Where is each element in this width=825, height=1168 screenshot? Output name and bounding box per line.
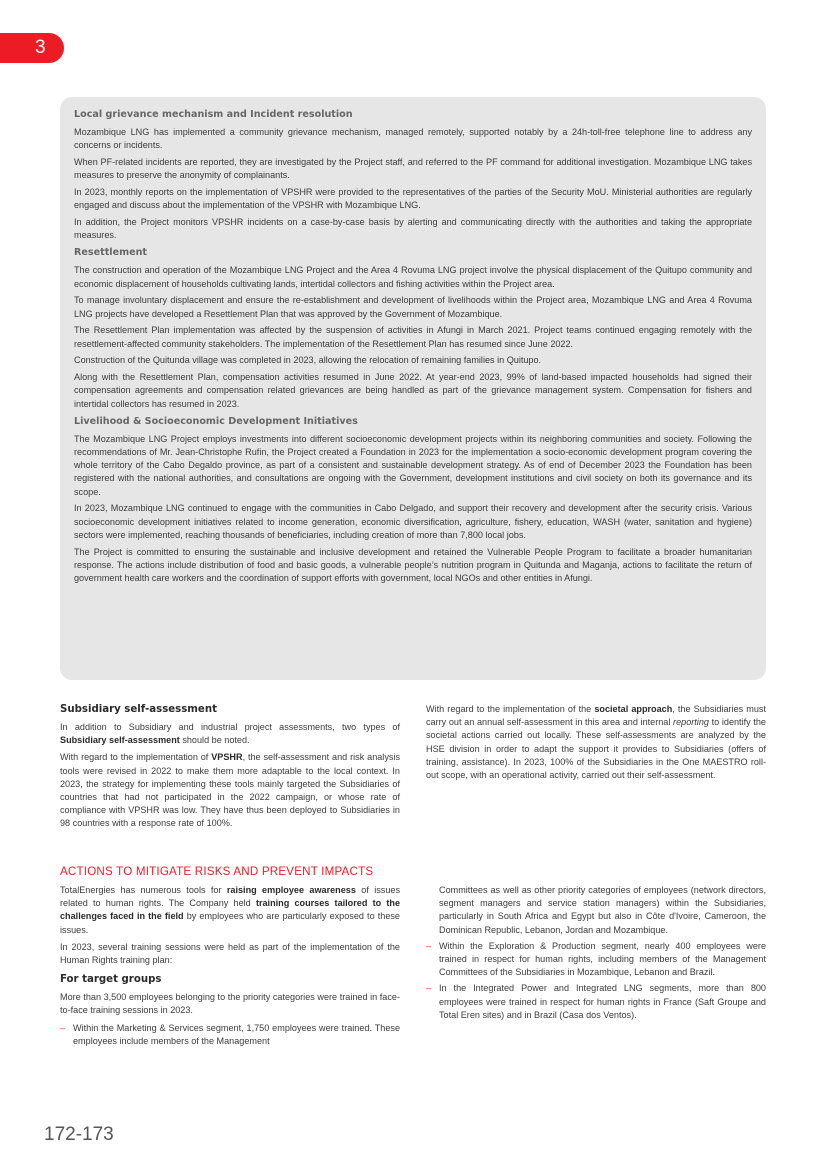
target-groups-paragraph: More than 3,500 employees belonging to the priority categories were trained in face-to-face training sessions in 2023.: [60, 992, 400, 1016]
grievance-paragraph: In addition, the Project monitors VPSHR incidents on a case-by-case basis by alerting and communicating directly with the authorities and taking the appropriate measures.: [74, 217, 752, 241]
chapter-tab: 3: [0, 33, 64, 63]
page-number: 172-173: [44, 1124, 114, 1145]
list-item: Committees as well as other priority categories of employees (network directors, segment managers and service station managers) within the Subsidiaries, particularly in South Africa and Egypt but also in Côte d'Ivoire, Cameroon, the Dominican Republic, Lebanon, Jordan and Mozambique.: [439, 885, 766, 935]
grievance-paragraph: Mozambique LNG has implemented a community grievance mechanism, managed remotely, supported notably by a 24h-toll-free telephone line to address any concerns or incidents.: [74, 127, 752, 151]
self-assessment-right-column: [426, 703, 766, 786]
training-plan-paragraph: In 2023, several training sessions were held as part of the implementation of the Human Rights training plan:: [60, 941, 400, 966]
actions-left-column: [60, 865, 400, 1051]
self-assessment-left-column: [60, 703, 400, 835]
mozambique-lng-box: [60, 97, 766, 680]
list-item: – In the Integrated Power and Integrated LNG segments, more than 800 employees were trained in respect for human rights in France (Saft Groupe and Total Eren sites) and in Brazil (Casa dos Ventos).: [426, 982, 766, 1022]
training-list-continued: [426, 884, 766, 1022]
grievance-heading: Local grievance mechanism and Incident resolution: [74, 109, 353, 120]
list-item: – Within the Marketing & Services segment, 1,750 employees were trained. These employees include members of the Management: [60, 1022, 400, 1048]
actions-right-column: [426, 884, 766, 1025]
livelihood-paragraph: The Project is committed to ensuring the sustainable and inclusive development and retained the Vulnerable People Program to facilitate a broader humanitarian response. The actions include distribution of food and basic goods, a vulnerable people’s nutrition program in Quitunda and Maganja, actions to facilitate the return of government health care workers and the coordination of support efforts with government, local NGOs and other entities in Afungi.: [74, 546, 752, 584]
target-groups-heading: For target groups: [60, 974, 162, 986]
list-item: – Within the Exploration & Production segment, nearly 400 employees were trained in respect for human rights, including members of the Management Committees of the Subsidiaries in Mozambique, Lebanon and Brazil.: [426, 940, 766, 980]
resettlement-paragraph: Construction of the Quitunda village was completed in 2023, allowing the relocation of remaining families in Quitupo.: [74, 355, 542, 366]
livelihood-paragraph: The Mozambique LNG Project employs investments into different socioeconomic development projects within its neighboring communities and society. Following the recommendations of Mr. Jean-Christophe Rufin, the Project created a Foundation in 2023 for the implementation a socio-economic development program covering the whole territory of the Cabo Degaldo province, as part of a consistent and sustainable development strategy. As of end of December 2023 the Foundation has been registered with the national authorities, and consultations are ongoing with the Government, development institutions and civil society on both its governance and its scope.: [74, 433, 752, 497]
grievance-paragraph: In 2023, monthly reports on the implementation of VPSHR were provided to the representatives of the parties of the Security MoU. Ministerial authorities are regularly engaged and discuss about the implementation of the VPSHR with Mozambique LNG.: [74, 187, 752, 211]
livelihood-paragraph: In 2023, Mozambique LNG continued to engage with the communities in Cabo Delgado, and support their recovery and development after the security crisis. Various socioeconomic development initiatives related to income generation, economic diversification, agriculture, fishery, education, WASH (water, sanitation and hygiene) sectors were implemented, reaching thousands of beneficiaries, including creation of more than 7,800 local jobs.: [74, 503, 752, 540]
resettlement-paragraph: The construction and operation of the Mozambique LNG Project and the Area 4 Rovuma LNG project involve the physical displacement of the Quitupo community and economic displacement of households cultivating lands, intertidal collectors and fishing activities within the Project area.: [74, 265, 752, 289]
resettlement-paragraph: To manage involuntary displacement and ensure the re-establishment and development of livelihoods within the Project area, Mozambique LNG and Area 4 Rovuma LNG projects have developed a Resettlement Plan that was approved by the Government of Mozambique.: [74, 295, 752, 319]
vpshr-paragraph: With regard to the implementation of VPSHR, the self-assessment and risk analysis tools were revised in 2022 to make them more adaptable to the local context. In 2023, the strategy for implementing these tools mainly targeted the Subsidiaries of countries that had not participated in the 2022 campaign, or whose rate of compliance with VPSHR was low. They have thus been deployed to Subsidiaries in 98 countries with a response rate of 100%.: [60, 752, 400, 829]
self-assessment-heading: Subsidiary self-assessment: [60, 704, 217, 715]
training-list: [60, 1022, 400, 1048]
self-assessment-paragraph: In addition to Subsidiary and industrial project assessments, two types of Subsidiary self-assessment should be noted.: [60, 722, 400, 746]
actions-paragraph: TotalEnergies has numerous tools for raising employee awareness of issues related to human rights. The Company held training courses tailored to the challenges faced in the field by employees who are particularly exposed to these issues.: [60, 885, 401, 935]
actions-heading: ACTIONS TO MITIGATE RISKS AND PREVENT IMPACTS: [60, 865, 374, 878]
resettlement-heading: Resettlement: [74, 247, 147, 259]
societal-approach-paragraph: With regard to the implementation of the societal approach, the Subsidiaries must carry out an annual self-assessment in this area and internal reporting to identify the societal actions carried out locally. These self-assessments are analyzed by the HSE division in order to adapt the support it provides to Subsidiaries (offers of training, assistance). In 2023, 100% of the Subsidiaries in the One MAESTRO roll-out scope, with an operational activity, carried out their self-assessment.: [426, 704, 766, 781]
resettlement-paragraph: The Resettlement Plan implementation was affected by the suspension of activities in Afungi in March 2021. Project teams continued engaging remotely with the resettlement-affected community stakeholders. The implementation of the Resettlement Plan has resumed since June 2022.: [74, 325, 752, 349]
livelihood-heading: Livelihood & Socioeconomic Development Initiatives: [74, 415, 358, 427]
resettlement-paragraph: Along with the Resettlement Plan, compensation activities resumed in June 2022. At year-end 2023, 99% of land-based impacted households had signed their compensation agreements and compensation related grievances are being handled as part of the grievance management system. Compensation for fishers and intertidal collectors has resumed in 2023.: [74, 372, 752, 409]
grievance-paragraph: When PF-related incidents are reported, they are investigated by the Project staff, and referred to the PF command for additional investigation. Mozambique LNG takes measures to preserve the anonymity of complainants.: [74, 157, 752, 181]
